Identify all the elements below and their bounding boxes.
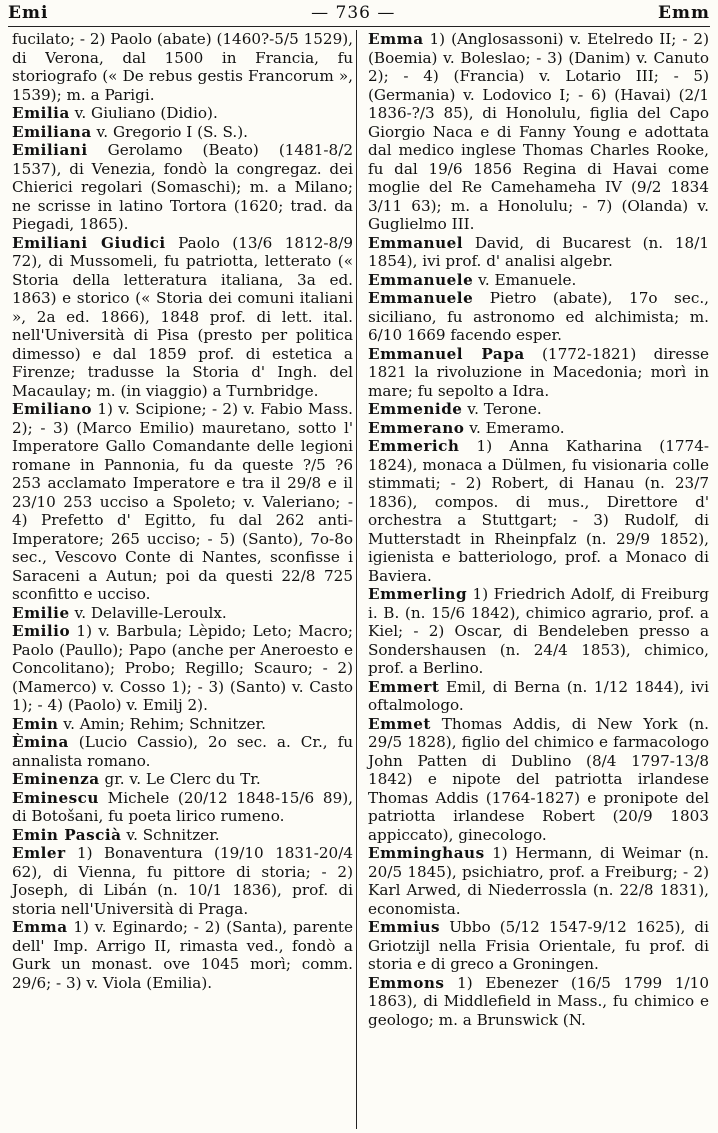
- entry-text: Gerolamo (Beato) (1481-8/2 1537), di Venezia, fondò la congregaz. dei Chierici regolari (Somaschi); m. a Milano; ne scrisse in latino Tortora (1620; trad. da Piegadi, 1865).: [12, 141, 353, 233]
- entry-text: v. Giuliano (Didio).: [69, 104, 218, 122]
- entry-text: Pietro (abate), 17o sec., siciliano, fu astronomo ed alchimista; m. 6/10 1669 facendo esper.: [368, 289, 709, 344]
- entry-text: v. Gregorio I (S. S.).: [91, 122, 248, 141]
- entry-text: v. Delaville-Leroulx.: [69, 603, 227, 622]
- page-number: — 736 —: [311, 3, 396, 23]
- entry-headword: Emmanuel: [368, 233, 464, 252]
- entry-text: David, di Bucarest (n. 18/1 1854), ivi prof. d' analisi algebr.: [368, 233, 709, 270]
- entry-headword: Eminenza: [12, 770, 100, 788]
- dictionary-entry: [368, 30, 709, 234]
- dictionary-entry: [368, 918, 709, 974]
- dictionary-entry: [12, 30, 353, 104]
- entry-headword: Emiliana: [12, 122, 92, 141]
- dictionary-entry: [12, 918, 353, 992]
- dictionary-entry: [368, 974, 709, 1030]
- dictionary-entry: [368, 585, 709, 678]
- entry-headword: Emmerich: [368, 437, 460, 455]
- entry-headword: Emmet: [368, 714, 431, 733]
- entry-text: 1) Ebenezer (16/5 1799 1/10 1863), di Middlefield in Mass., fu chimico e geologo; m. a Brunswick (N.: [368, 973, 709, 1029]
- dictionary-entry: [368, 437, 709, 585]
- dictionary-entry: [12, 400, 353, 604]
- left-column: [12, 30, 353, 992]
- entry-headword: Emmenide: [368, 400, 463, 418]
- entry-headword: Èmina: [12, 733, 69, 751]
- entry-text: Michele (20/12 1848-15/6 89), di Botošani, fu poeta lirico rumeno.: [12, 788, 353, 825]
- running-header: [8, 2, 710, 24]
- entry-text: v. Schnitzer.: [121, 825, 220, 844]
- dictionary-entry: [12, 826, 353, 845]
- dictionary-entry: [368, 715, 709, 845]
- dictionary-entry: [368, 678, 709, 715]
- dictionary-entry: [12, 123, 353, 142]
- dictionary-entry: [12, 234, 353, 401]
- dictionary-entry: [368, 844, 709, 918]
- entry-text: 1) Anna Katharina (1774-1824), monaca a Dülmen, fu visionaria colle stimmati; - 2) Robert, di Hanau (n. 23/7 1836), compos. di mus., Direttore d' orchestra a Stuttgart; - 3) Rudolf, di Mutterstadt in Rheinpfalz (n. 29/9 1852), igienista e batteriologo, prof. a Monaco di Baviera.: [368, 437, 709, 585]
- entry-text: v. Terone.: [462, 400, 542, 418]
- header-right: Emm: [658, 3, 710, 23]
- entry-text: 1) Friedrich Adolf, di Freiburg i. B. (n. 15/6 1842), chimico agrario, prof. a Kiel; - 2) Oscar, di Bendeleben presso a Sondershausen (n. 24/4 1853), chimico, prof. a Berlino.: [368, 585, 709, 677]
- entry-text: v. Emeramo.: [464, 418, 565, 437]
- column-divider: [356, 30, 357, 1129]
- entry-headword: Emmanuel Papa: [368, 344, 525, 363]
- header-left: Emi: [8, 3, 49, 23]
- entry-headword: Emmerling: [368, 585, 468, 603]
- entry-text: fucilato; - 2) Paolo (abate) (1460?-5/5 1529), di Verona, dal 1500 in Francia, fu storiografo (« De rebus gestis Francorum », 1539); m. a Parigi.: [12, 30, 353, 104]
- entry-headword: Emiliani: [12, 141, 88, 159]
- entry-text: Emil, di Berna (n. 1/12 1844), ivi oftalmologo.: [368, 677, 709, 714]
- entry-text: 1) v. Barbula; Lèpido; Leto; Macro; Paolo (Paullo); Papo (anche per Aneroesto e Concolitano); Probo; Regillo; Scauro; - 2) (Mamerco) v. Cosso 1); - 3) (Santo) v. Casto 1); - 4) (Paolo) v. Emilj 2).: [12, 622, 353, 714]
- dictionary-entry: [368, 271, 709, 290]
- entry-headword: Emin Pascià: [12, 825, 122, 844]
- right-column: [368, 30, 709, 1029]
- entry-text: 1) Hermann, di Weimar (n. 20/5 1845), psichiatro, prof. a Freiburg; - 2) Karl Arwed, di Niederrossla (n. 22/8 1831), economista.: [368, 844, 709, 918]
- dictionary-entry: [12, 733, 353, 770]
- dictionary-entry: [12, 141, 353, 234]
- dictionary-entry: [12, 715, 353, 734]
- entry-headword: Emmert: [368, 677, 440, 696]
- entry-headword: Emmius: [368, 918, 441, 936]
- entry-headword: Emmanuele: [368, 289, 474, 307]
- entry-headword: Emmons: [368, 973, 445, 992]
- entry-headword: Emler: [12, 844, 66, 862]
- entry-headword: Emin: [12, 714, 59, 733]
- entry-headword: Emma: [368, 30, 424, 48]
- entry-headword: Emilia: [12, 104, 70, 122]
- entry-text: Ubbo (5/12 1547-9/12 1625), di Griotzijl nella Frisia Orientale, fu prof. di storia e di greco a Groningen.: [368, 918, 709, 973]
- entry-headword: Eminescu: [12, 788, 99, 807]
- header-rule: [8, 26, 710, 27]
- dictionary-entry: [368, 419, 709, 438]
- dictionary-entry: [12, 770, 353, 789]
- dictionary-entry: [368, 234, 709, 271]
- dictionary-entry: [12, 604, 353, 623]
- entry-text: 1) v. Eginardo; - 2) (Santa), parente dell' Imp. Arrigo II, rimasta ved., fondò a Gurk un monast. ove 1045 morì; comm. 29/6; - 3) v. Viola (Emilia).: [12, 918, 353, 992]
- dictionary-entry: [368, 289, 709, 345]
- entry-text: v. Amin; Rehim; Schnitzer.: [58, 714, 266, 733]
- entry-text: (Lucio Cassio), 2o sec. a. Cr., fu annalista romano.: [12, 733, 353, 770]
- entry-headword: Emminghaus: [368, 844, 485, 862]
- entry-headword: Emmanuele: [368, 270, 474, 289]
- dictionary-entry: [12, 622, 353, 715]
- entry-text: (1772-1821) diresse 1821 la rivoluzione in Macedonia; morì in mare; fu sepolto a Idra.: [368, 344, 709, 400]
- dictionary-entry: [12, 789, 353, 826]
- dictionary-entry: [12, 104, 353, 123]
- entry-text: 1) Bonaventura (19/10 1831-20/4 62), di Vienna, fu pittore di storia; - 2) Joseph, di Libán (n. 10/1 1836), prof. di storia nell'Università di Praga.: [12, 844, 353, 918]
- entry-text: Paolo (13/6 1812-8/9 72), di Mussomeli, fu patriotta, letterato (« Storia della letteratura italiana, 3a ed. 1863) e storico (« Storia dei comuni italiani », 2a ed. 1866), 1848 prof. di lett. ital. nell'Università di Pisa (presto per politica dimesso) e dal 1859 prof. di estetica a Firenze; tradusse la Storia d' Ingh. del Macaulay; m. (in viaggio) a Turnbridge.: [12, 233, 353, 400]
- entry-headword: Emilie: [12, 603, 70, 622]
- entry-headword: Emiliano: [12, 400, 92, 418]
- entry-text: 1) v. Scipione; - 2) v. Fabio Mass. 2); - 3) (Marco Emilio) mauretano, sotto l' Imperatore Gallo Comandante delle legioni romane in Pannonia, fu da queste ?/5 ?6 253 acclamato Imperatore e tra il 29/8 e il 23/10 253 ucciso a Spoleto; v. Valeriano; - 4) Prefetto d' Egitto, fu dal 262 anti-Imperatore; 265 ucciso; - 5) (Santo), 7o-8o sec., Vescovo Conte di Nantes, sconfisse i Saraceni a Autun; poi da questi 22/8 725 sconfitto e ucciso.: [12, 400, 353, 603]
- entry-text: v. Emanuele.: [473, 270, 577, 289]
- entry-headword: Emilio: [12, 622, 71, 640]
- dictionary-entry: [368, 400, 709, 419]
- dictionary-entry: [12, 844, 353, 918]
- entry-text: Thomas Addis, di New York (n. 29/5 1828), figlio del chimico e farmacologo John Patten di Dublino (8/4 1797-13/8 1842) e nipote del patriotta irlandese Thomas Addis (1764-1827) e pronipote del patriotta irlandese Robert (20/9 1803 appiccato), ginecologo.: [368, 714, 709, 844]
- entry-headword: Emmerano: [368, 418, 465, 437]
- entry-headword: Emma: [12, 918, 68, 936]
- dictionary-entry: [368, 345, 709, 401]
- entry-headword: Emiliani Giudici: [12, 233, 166, 252]
- entry-text: 1) (Anglosassoni) v. Etelredo II; - 2) (Boemia) v. Boleslao; - 3) (Danim) v. Canuto 2); - 4) (Francia) v. Lotario III; - 5) (Germania) v. Lodovico I; - 6) (Havai) (2/1 1836-?/3 85), di Honolulu, figlia del Capo Giorgio Naca e di Fanny Young e adottata dal medico inglese Thomas Charles Rooke, fu dal 19/6 1856 Regina di Havai come moglie del Re Camehameha IV (9/2 1834 3/11 63); m. a Honolulu; - 7) (Olanda) v. Guglielmo III.: [368, 30, 709, 233]
- entry-text: gr. v. Le Clerc du Tr.: [99, 770, 261, 788]
